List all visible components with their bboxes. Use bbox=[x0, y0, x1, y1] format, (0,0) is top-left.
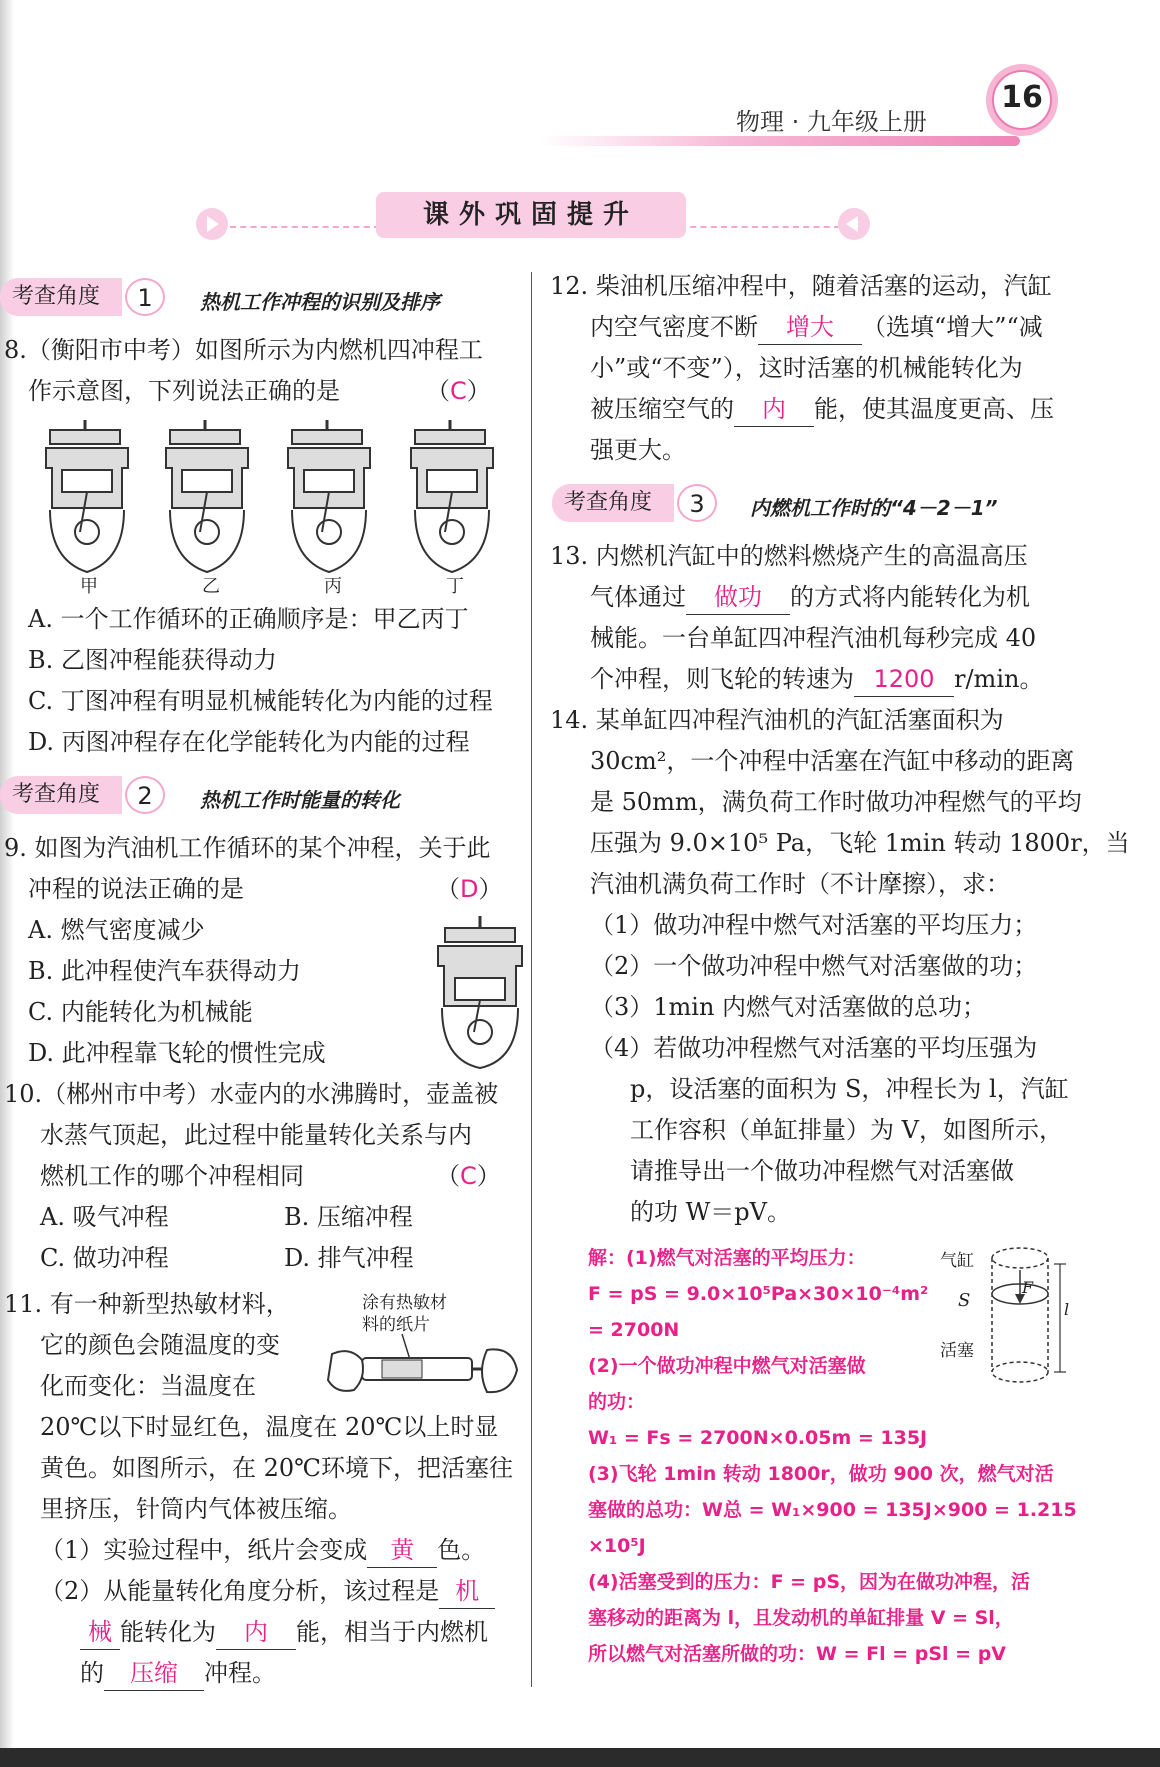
q8-option: D. 丙图冲程存在化学能转化为内能的过程 bbox=[28, 728, 470, 756]
q14-sub4: 的功 W＝pV。 bbox=[630, 1198, 791, 1226]
q14-line2: 30cm²，一个冲程中活塞在汽缸中移动的距离 bbox=[590, 747, 1075, 775]
q9-line2: 冲程的说法正确的是 bbox=[28, 875, 244, 903]
q11-line1: 11. 有一种新型热敏材料， bbox=[4, 1290, 290, 1318]
section-number: 1 bbox=[125, 278, 165, 316]
q12-line4: 被压缩空气的 内 能，使其温度更高、压 bbox=[590, 389, 1054, 430]
solution-line: W₁ = Fs = 2700N×0.05m = 135J bbox=[588, 1427, 928, 1449]
q10-answer: （C） bbox=[436, 1162, 501, 1190]
section-title: 热机工作冲程的识别及排序 bbox=[200, 290, 440, 314]
q9-option: B. 此冲程使汽车获得动力 bbox=[28, 957, 301, 985]
q13-line1: 13. 内燃机汽缸中的燃料燃烧产生的高温高压 bbox=[550, 542, 1028, 570]
q14-line1: 14. 某单缸四冲程汽油机的汽缸活塞面积为 bbox=[550, 706, 1004, 734]
q11-fig-label: 料的纸片 bbox=[362, 1315, 430, 1335]
solution-line: F = pS = 9.0×10⁵Pa×30×10⁻⁴m² bbox=[588, 1283, 929, 1305]
q10-option: B. 压缩冲程 bbox=[284, 1203, 413, 1231]
q10-option: C. 做功冲程 bbox=[40, 1244, 169, 1272]
solution-line: (3)飞轮 1min 转动 1800r，做功 900 次，燃气对活 bbox=[588, 1463, 1054, 1485]
q11-syringe-figure bbox=[322, 1330, 522, 1400]
q9-engine-figure bbox=[430, 916, 530, 1071]
q14-sub1: （1）做功冲程中燃气对活塞的平均压力； bbox=[590, 911, 1038, 939]
q11-line6: 里挤压，针筒内气体被压缩。 bbox=[40, 1495, 352, 1523]
q12-line5: 强更大。 bbox=[590, 436, 686, 464]
solution-line: (2)一个做功冲程中燃气对活塞做 bbox=[588, 1355, 866, 1377]
solution-line: (4)活塞受到的压力：F = pS，因为在做功冲程，活 bbox=[588, 1571, 1031, 1593]
q11-sub1: （1）实验过程中，纸片会变成 黄 色。 bbox=[40, 1530, 485, 1571]
q11-line5: 黄色。如图所示，在 20℃环境下，把活塞往 bbox=[40, 1454, 514, 1482]
q12-line1: 12. 柴油机压缩冲程中，随着活塞的运动，汽缸 bbox=[550, 272, 1052, 300]
q14-fig-label: l bbox=[1064, 1300, 1070, 1319]
q14-sub4: 工作容积（单缸排量）为 V，如图所示， bbox=[630, 1116, 1063, 1144]
q11-fig-label: 涂有热敏材 bbox=[362, 1293, 447, 1313]
q14-solution bbox=[588, 1240, 1077, 1672]
banner-line-right bbox=[680, 226, 840, 228]
page-number: 16 bbox=[1001, 80, 1043, 115]
q10-line1: 10.（郴州市中考）水壶内的水沸腾时，壶盖被 bbox=[4, 1080, 499, 1108]
q9-option: A. 燃气密度减少 bbox=[28, 916, 205, 944]
solution-line: 解：(1)燃气对活塞的平均压力： bbox=[588, 1247, 866, 1269]
solution-line: 所以燃气对活塞所做的功：W = Fl = pSl = pV bbox=[588, 1643, 1007, 1665]
q8-fig-label: 甲 bbox=[80, 576, 98, 597]
section-title: 热机工作时能量的转化 bbox=[200, 788, 400, 812]
q8-engine-figures bbox=[40, 420, 520, 590]
q8-option: A. 一个工作循环的正确顺序是：甲乙丙丁 bbox=[28, 605, 469, 633]
banner-title: 课外巩固提升 bbox=[376, 192, 686, 238]
q10-line3: 燃机工作的哪个冲程相同 bbox=[40, 1162, 304, 1190]
column-divider bbox=[531, 272, 532, 1687]
q8-line2: 作示意图，下列说法正确的是 bbox=[28, 377, 340, 405]
solution-line: = 2700N bbox=[588, 1319, 680, 1341]
q9-option: C. 内能转化为机械能 bbox=[28, 998, 253, 1026]
q14-sub3: （3）1min 内燃气对活塞做的总功； bbox=[590, 993, 987, 1021]
section-title: 内燃机工作时的“4－2－1” bbox=[750, 496, 998, 520]
bottom-edge bbox=[0, 1748, 1160, 1767]
q11-line2: 它的颜色会随温度的变 bbox=[40, 1331, 280, 1359]
section-header-2 bbox=[0, 776, 520, 816]
q11-line4: 20℃以下时显红色，温度在 20℃以上时显 bbox=[40, 1413, 499, 1441]
q8-fig-label: 丙 bbox=[324, 576, 342, 597]
q8-fig-label: 乙 bbox=[202, 576, 220, 597]
q13-line2: 气体通过 做功 的方式将内能转化为机 bbox=[590, 577, 1030, 618]
banner-arrow-left-icon bbox=[196, 208, 228, 240]
section-label: 考查角度 bbox=[0, 776, 122, 814]
solution-line: 的功： bbox=[588, 1391, 646, 1413]
q8-fig-label: 丁 bbox=[446, 576, 464, 597]
q10-option: D. 排气冲程 bbox=[284, 1244, 414, 1272]
q8-answer: （C） bbox=[426, 377, 491, 405]
q8-line1: 8.（衡阳市中考）如图所示为内燃机四冲程工 bbox=[4, 336, 483, 364]
q14-sub2: （2）一个做功冲程中燃气对活塞做的功； bbox=[590, 952, 1038, 980]
banner-arrow-right-icon bbox=[838, 208, 870, 240]
q14-line5: 汽油机满负荷工作时（不计摩擦），求： bbox=[590, 870, 1010, 898]
q14-fig-label: S bbox=[958, 1290, 971, 1311]
q8-option: B. 乙图冲程能获得动力 bbox=[28, 646, 277, 674]
q14-sub4: 请推导出一个做功冲程燃气对活塞做 bbox=[630, 1157, 1014, 1185]
section-number: 3 bbox=[677, 484, 717, 522]
section-label: 考查角度 bbox=[0, 278, 122, 316]
q12-line3: 小”或“不变”），这时活塞的机械能转化为 bbox=[590, 354, 1023, 382]
section-header-3 bbox=[552, 484, 1092, 524]
q10-line2: 水蒸气顶起，此过程中能量转化关系与内 bbox=[40, 1121, 472, 1149]
q11-sub2-end: 的 压缩 冲程。 bbox=[80, 1653, 276, 1694]
q9-line1: 9. 如图为汽油机工作循环的某个冲程，关于此 bbox=[4, 834, 491, 862]
q8-option: C. 丁图冲程有明显机械能转化为内能的过程 bbox=[28, 687, 493, 715]
solution-line: 塞做的总功：W总 = W₁×900 = 135J×900 = 1.215 bbox=[588, 1499, 1077, 1521]
q14-sub4: p，设活塞的面积为 S，冲程长为 l，汽缸 bbox=[630, 1075, 1069, 1103]
page-number-badge bbox=[986, 64, 1058, 136]
q14-sub4: （4）若做功冲程燃气对活塞的平均压强为 bbox=[590, 1034, 1038, 1062]
engine-diagram bbox=[46, 420, 128, 572]
q11-sub2: （2）从能量转化角度分析，该过程是 机 bbox=[40, 1571, 495, 1612]
book-title: 物理 · 九年级上册 bbox=[736, 108, 927, 136]
section-header-1 bbox=[0, 278, 520, 318]
banner-line-left bbox=[230, 226, 380, 228]
solution-line: 塞移动的距离为 l，且发动机的单缸排量 V = Sl， bbox=[588, 1607, 1014, 1629]
solution-line: ×10⁵J bbox=[588, 1535, 646, 1557]
q9-answer: （D） bbox=[436, 875, 503, 903]
q14-line4: 压强为 9.0×10⁵ Pa，飞轮 1min 转动 1800r，当 bbox=[590, 829, 1130, 857]
q11-line3: 化而变化：当温度在 bbox=[40, 1372, 256, 1400]
q13-line3: 械能。一台单缸四冲程汽油机每秒完成 40 bbox=[590, 624, 1037, 652]
q13-line4: 个冲程，则飞轮的转速为 1200 r/min。 bbox=[590, 659, 1043, 700]
q9-option: D. 此冲程靠飞轮的惯性完成 bbox=[28, 1039, 326, 1067]
page-gutter-shadow bbox=[0, 0, 14, 1767]
q14-fig-label: F bbox=[1022, 1278, 1034, 1297]
section-label: 考查角度 bbox=[552, 484, 674, 522]
section-number: 2 bbox=[125, 776, 165, 814]
q14-line3: 是 50mm，满负荷工作时做功冲程燃气的平均 bbox=[590, 788, 1082, 816]
q10-option: A. 吸气冲程 bbox=[40, 1203, 169, 1231]
q12-line2: 内空气密度不断 增大 （选填“增大”“减 bbox=[590, 307, 1043, 348]
header-rule bbox=[540, 136, 1020, 146]
q14-fig-label: 气缸 bbox=[940, 1251, 974, 1271]
q14-fig-label: 活塞 bbox=[940, 1341, 974, 1361]
q11-sub2-cont: 械 能转化为 内 能，相当于内燃机 bbox=[80, 1612, 488, 1653]
